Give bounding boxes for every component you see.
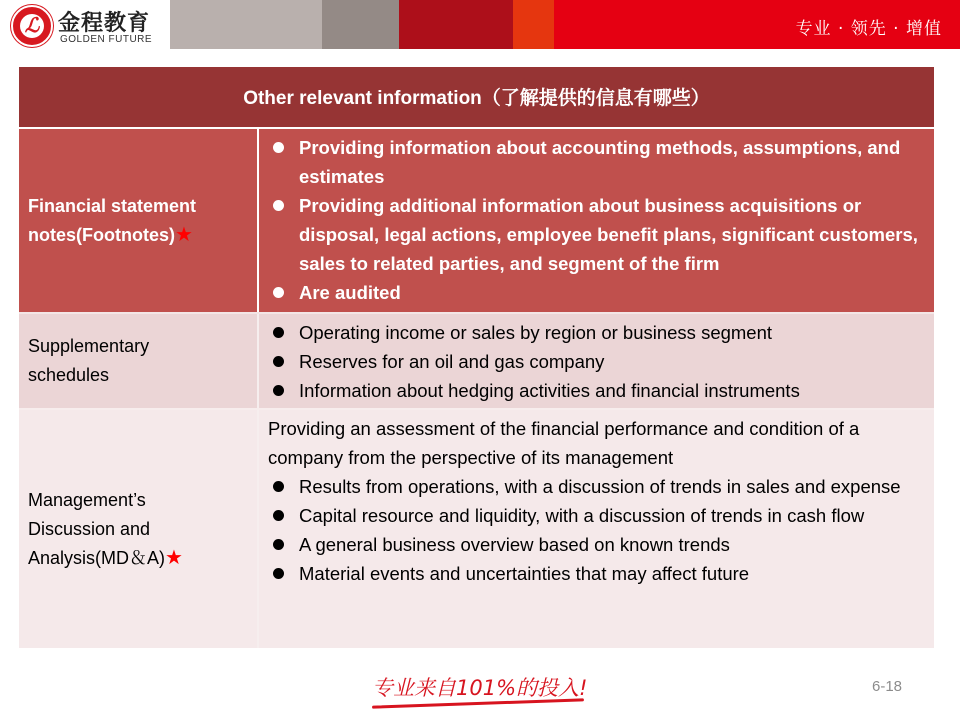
logo — [0, 0, 170, 49]
table-row-supplementary — [19, 312, 934, 408]
list-item: Information about hedging activities and financial instruments — [268, 376, 926, 405]
row-label-text: Financial statement notes(Footnotes) — [28, 195, 197, 245]
row-label-text: Supplementary schedules — [28, 336, 150, 385]
bullet-icon — [273, 510, 284, 521]
bullet-icon — [273, 287, 284, 298]
bullet-icon — [273, 327, 284, 338]
row-label-text: Management’s Discussion and Analysis(MD＆A) — [28, 489, 166, 568]
header-band-red — [554, 0, 960, 49]
footer-slogan: 专业来自101%的投入! — [372, 676, 588, 700]
row-label — [19, 129, 259, 312]
list-item: A general business overview based on known trends — [268, 530, 926, 559]
logo-text-en: GOLDEN FUTURE — [60, 34, 153, 45]
logo-mark: ℒ — [20, 14, 44, 38]
list-item: Material events and uncertainties that may affect future — [268, 559, 926, 588]
list-item: Operating income or sales by region or business segment — [268, 318, 926, 347]
header-slogan: 专业 · 领先 · 增值 — [795, 19, 942, 39]
bullet-icon — [273, 568, 284, 579]
logo-emblem-icon — [11, 5, 53, 47]
bullet-list — [268, 472, 926, 588]
bullet-list — [268, 318, 926, 405]
row-intro-text: Providing an assessment of the financial performance and condition of a company from the perspective of its management — [268, 418, 860, 468]
header-band-darkgrey — [322, 0, 399, 49]
row-content — [259, 314, 934, 408]
table-row-footnotes — [19, 127, 934, 312]
row-content — [259, 129, 934, 312]
list-item: Providing information about accounting methods, assumptions, and estimates — [268, 133, 926, 191]
header-band-orange — [513, 0, 554, 49]
info-table — [19, 67, 934, 648]
bullet-icon — [273, 539, 284, 550]
bullet-list — [268, 133, 926, 307]
logo-text-cn: 金程教育 — [58, 11, 151, 36]
bullet-icon — [273, 385, 284, 396]
bullet-icon — [273, 142, 284, 153]
table-title: Other relevant information（了解提供的信息有哪些） — [19, 67, 934, 127]
bullet-icon — [273, 356, 284, 367]
page-number: 6-18 — [872, 678, 903, 695]
list-item: Reserves for an oil and gas company — [268, 347, 926, 376]
list-item: Providing additional information about business acquisitions or disposal, legal actions, employee benefit plans, significant customers, sales to related parties, and segment of the firm — [268, 191, 926, 278]
star-icon: ★ — [165, 546, 183, 569]
star-icon: ★ — [174, 223, 193, 246]
header-bar — [0, 0, 960, 49]
list-item: Results from operations, with a discussion of trends in sales and expense — [268, 472, 926, 501]
row-label — [19, 410, 259, 648]
table-row-mdna — [19, 408, 934, 648]
header-band-darkred — [399, 0, 513, 49]
list-item: Capital resource and liquidity, with a discussion of trends in cash flow — [268, 501, 926, 530]
row-label — [19, 314, 259, 408]
header-band-grey — [170, 0, 322, 49]
list-item: Are audited — [268, 278, 926, 307]
row-content — [259, 410, 934, 648]
bullet-icon — [273, 481, 284, 492]
bullet-icon — [273, 200, 284, 211]
